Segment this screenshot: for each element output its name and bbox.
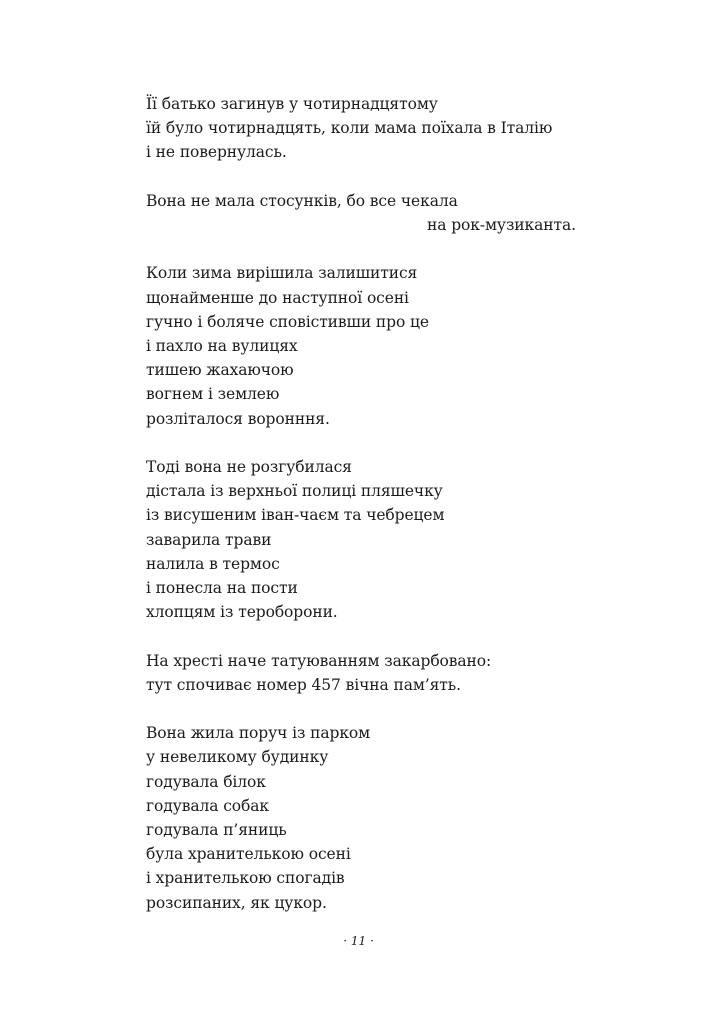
poem-line: заварила трави — [146, 530, 272, 549]
stanza-4 — [146, 455, 596, 624]
poem-line: вогнем і землею — [146, 385, 280, 404]
poem-line: розліталося воронння. — [146, 409, 330, 428]
stanza-2 — [146, 189, 596, 237]
poem-line: Вона жила поруч із парком — [146, 724, 371, 743]
stanza-1 — [146, 92, 596, 165]
poem-line: Її батько загинув у чотирнадцятому — [146, 95, 438, 113]
poem-line: із висушеним іван-чаєм та чебрецем — [146, 506, 445, 525]
poem-body — [146, 92, 596, 939]
poem-line: була хранителькою осені — [146, 845, 351, 864]
poem-line: і понесла на пости — [146, 579, 298, 598]
poem-line: Вона не мала стосунків, бо все чекала — [146, 191, 458, 210]
poem-line: гучно і боляче сповістивши про це — [146, 312, 429, 331]
poem-line: їй було чотирнадцять, коли мама поїхала в Італію — [146, 119, 553, 138]
poem-line: Тоді вона не розгубилася — [146, 458, 352, 476]
stanza-3 — [146, 261, 596, 430]
poem-line: тишею жахаючою — [146, 361, 294, 380]
poem-line: На хресті наче татуюванням закарбовано: — [146, 651, 492, 670]
poem-line: дістала із верхньої полиці пляшечку — [146, 482, 443, 501]
poem-line: хлопцям із тероборони. — [146, 603, 338, 622]
poem-line: тут спочиває номер 457 вічна пам’ять. — [146, 675, 461, 694]
stanza-5 — [146, 649, 596, 697]
poem-line: годувала собак — [146, 796, 269, 815]
poem-line: щонайменше до наступної осені — [146, 288, 409, 307]
poem-line: і пахло на вулицях — [146, 337, 298, 355]
poem-line: налила в термос — [146, 554, 280, 573]
poem-line: і не повернулась. — [146, 143, 287, 162]
poem-line: розсипаних, як цукор. — [146, 893, 327, 912]
poem-line: Коли зима вирішила залишитися — [146, 264, 418, 283]
poem-line-indented: на рок-музиканта. — [427, 216, 576, 234]
poem-line: годувала п’яниць — [146, 821, 287, 840]
poem-line: і хранителькою спогадів — [146, 869, 345, 888]
poem-line: годувала білок — [146, 772, 266, 791]
poem-line: у невеликому будинку — [146, 748, 329, 767]
stanza-6 — [146, 721, 596, 915]
page-number: · 11 · — [343, 934, 374, 948]
